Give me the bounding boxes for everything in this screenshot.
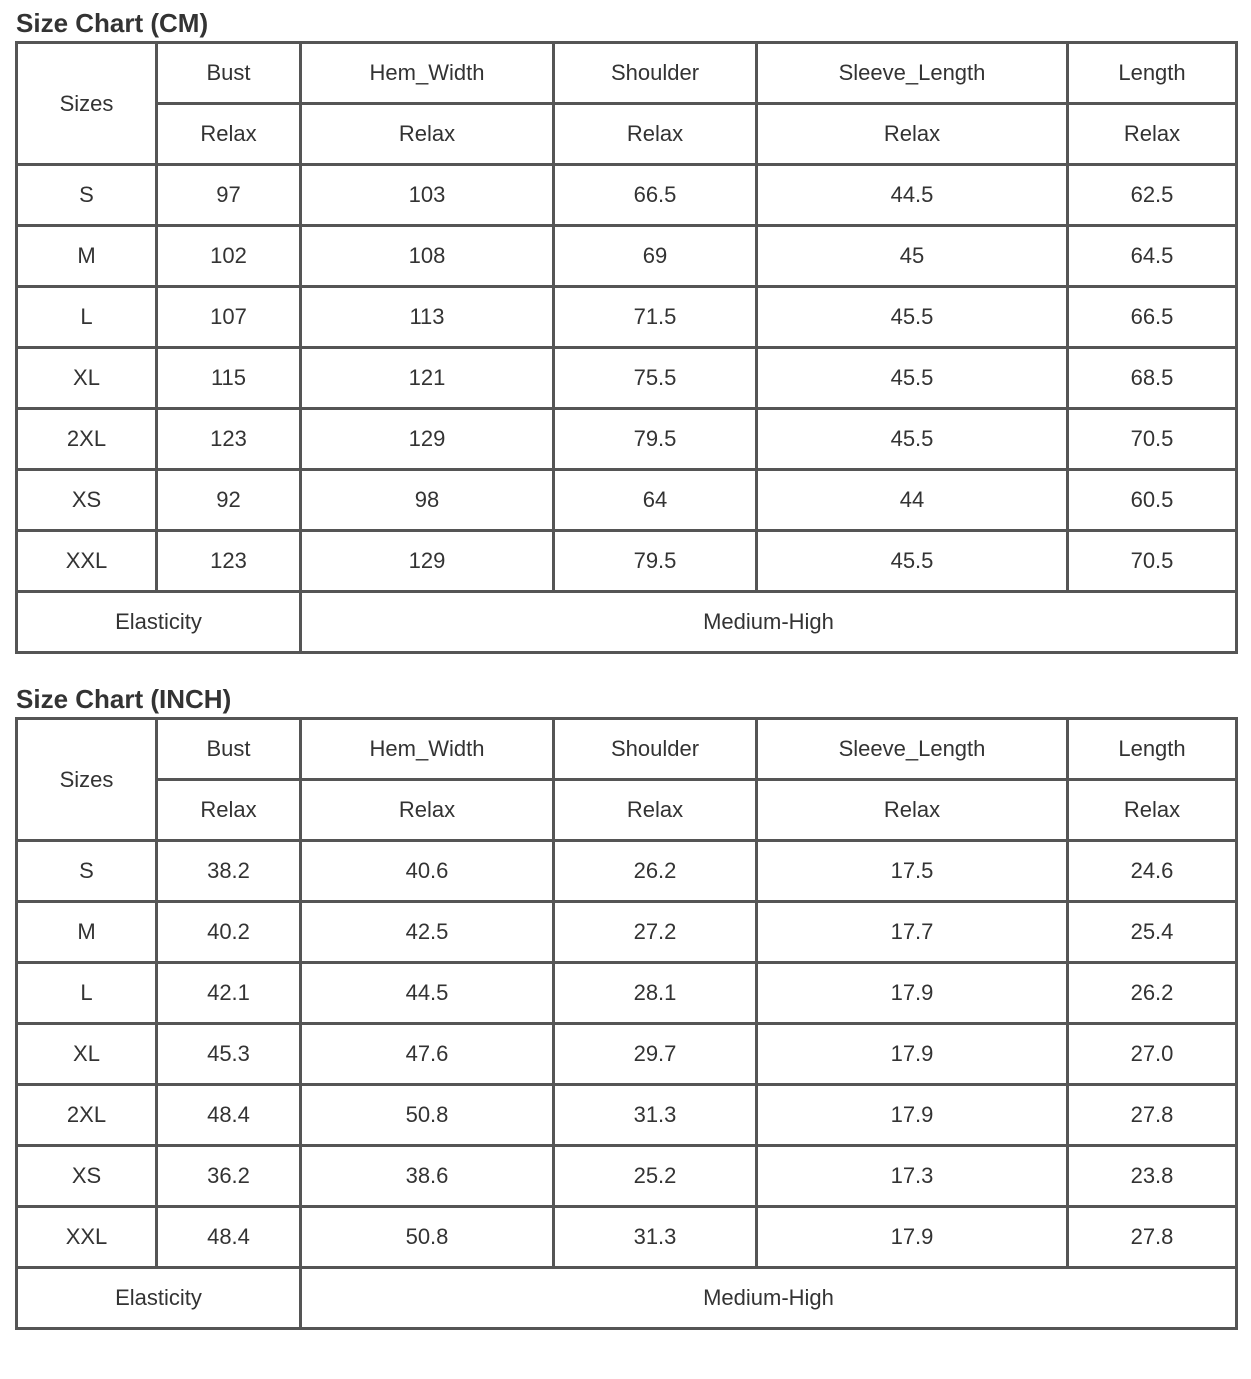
value-cell: 115	[157, 348, 301, 409]
size-cell: XS	[17, 1146, 157, 1207]
value-cell: 44	[757, 470, 1068, 531]
value-cell: 71.5	[554, 287, 757, 348]
value-cell: 45	[757, 226, 1068, 287]
size-cell: S	[17, 841, 157, 902]
value-cell: 113	[301, 287, 554, 348]
table-row	[17, 226, 1237, 287]
elasticity-row	[17, 1268, 1237, 1329]
elasticity-row	[17, 592, 1237, 653]
value-cell: 17.9	[757, 963, 1068, 1024]
size-cell: XXL	[17, 531, 157, 592]
size-chart-inch	[15, 681, 1235, 1330]
value-cell: 17.9	[757, 1207, 1068, 1268]
value-cell: 79.5	[554, 531, 757, 592]
value-cell: 70.5	[1068, 531, 1237, 592]
chart-title: Size Chart (CM)	[16, 8, 209, 38]
value-cell: 123	[157, 409, 301, 470]
size-cell: S	[17, 165, 157, 226]
table-row	[17, 165, 1237, 226]
table-row	[17, 841, 1237, 902]
value-cell: 66.5	[554, 165, 757, 226]
value-cell: 44.5	[757, 165, 1068, 226]
value-cell: 47.6	[301, 1024, 554, 1085]
value-cell: 92	[157, 470, 301, 531]
column-header-shoulder: Shoulder	[554, 719, 757, 780]
column-header-sleeve-length: Sleeve_Length	[757, 43, 1068, 104]
value-cell: 38.6	[301, 1146, 554, 1207]
table-row	[17, 1146, 1237, 1207]
subheader-cell: Relax	[554, 104, 757, 165]
value-cell: 103	[301, 165, 554, 226]
subheader-cell: Relax	[157, 780, 301, 841]
size-cell: M	[17, 226, 157, 287]
value-cell: 70.5	[1068, 409, 1237, 470]
value-cell: 129	[301, 409, 554, 470]
table-row	[17, 963, 1237, 1024]
column-header-bust: Bust	[157, 719, 301, 780]
column-header-sleeve-length: Sleeve_Length	[757, 719, 1068, 780]
value-cell: 64	[554, 470, 757, 531]
value-cell: 50.8	[301, 1207, 554, 1268]
column-header-shoulder: Shoulder	[554, 43, 757, 104]
value-cell: 17.9	[757, 1024, 1068, 1085]
value-cell: 27.2	[554, 902, 757, 963]
column-header-hem-width: Hem_Width	[301, 719, 554, 780]
value-cell: 24.6	[1068, 841, 1237, 902]
table-subheader-row	[17, 104, 1237, 165]
subheader-cell: Relax	[301, 780, 554, 841]
size-table-inch	[15, 717, 1238, 1330]
table-subheader-row	[17, 780, 1237, 841]
table-header-row	[17, 719, 1237, 780]
value-cell: 31.3	[554, 1085, 757, 1146]
value-cell: 38.2	[157, 841, 301, 902]
elasticity-value: Medium-High	[301, 592, 1237, 653]
table-row	[17, 1207, 1237, 1268]
value-cell: 129	[301, 531, 554, 592]
value-cell: 45.3	[157, 1024, 301, 1085]
value-cell: 27.0	[1068, 1024, 1237, 1085]
subheader-cell: Relax	[1068, 780, 1237, 841]
size-cell: M	[17, 902, 157, 963]
size-cell: L	[17, 963, 157, 1024]
value-cell: 62.5	[1068, 165, 1237, 226]
size-table-cm	[15, 41, 1238, 654]
subheader-cell: Relax	[301, 104, 554, 165]
table-row	[17, 531, 1237, 592]
table-row	[17, 287, 1237, 348]
table-row	[17, 1085, 1237, 1146]
table-row	[17, 409, 1237, 470]
subheader-cell: Relax	[1068, 104, 1237, 165]
column-header-bust: Bust	[157, 43, 301, 104]
value-cell: 25.2	[554, 1146, 757, 1207]
size-chart-cm	[15, 5, 1235, 654]
value-cell: 68.5	[1068, 348, 1237, 409]
size-cell: XS	[17, 470, 157, 531]
size-cell: XL	[17, 348, 157, 409]
value-cell: 17.7	[757, 902, 1068, 963]
column-header-length: Length	[1068, 719, 1237, 780]
value-cell: 25.4	[1068, 902, 1237, 963]
subheader-cell: Relax	[157, 104, 301, 165]
elasticity-label: Elasticity	[17, 1268, 301, 1329]
value-cell: 45.5	[757, 531, 1068, 592]
table-row	[17, 1024, 1237, 1085]
value-cell: 26.2	[1068, 963, 1237, 1024]
size-cell: 2XL	[17, 1085, 157, 1146]
value-cell: 40.2	[157, 902, 301, 963]
value-cell: 28.1	[554, 963, 757, 1024]
value-cell: 27.8	[1068, 1085, 1237, 1146]
value-cell: 42.5	[301, 902, 554, 963]
size-cell: XL	[17, 1024, 157, 1085]
table-header-row	[17, 43, 1237, 104]
value-cell: 79.5	[554, 409, 757, 470]
value-cell: 42.1	[157, 963, 301, 1024]
size-cell: XXL	[17, 1207, 157, 1268]
value-cell: 97	[157, 165, 301, 226]
subheader-cell: Relax	[554, 780, 757, 841]
value-cell: 75.5	[554, 348, 757, 409]
value-cell: 60.5	[1068, 470, 1237, 531]
value-cell: 36.2	[157, 1146, 301, 1207]
value-cell: 102	[157, 226, 301, 287]
elasticity-value: Medium-High	[301, 1268, 1237, 1329]
value-cell: 44.5	[301, 963, 554, 1024]
value-cell: 123	[157, 531, 301, 592]
subheader-cell: Relax	[757, 780, 1068, 841]
value-cell: 50.8	[301, 1085, 554, 1146]
table-row	[17, 348, 1237, 409]
value-cell: 45.5	[757, 287, 1068, 348]
value-cell: 107	[157, 287, 301, 348]
value-cell: 26.2	[554, 841, 757, 902]
value-cell: 29.7	[554, 1024, 757, 1085]
value-cell: 48.4	[157, 1085, 301, 1146]
value-cell: 98	[301, 470, 554, 531]
column-header-hem-width: Hem_Width	[301, 43, 554, 104]
value-cell: 17.3	[757, 1146, 1068, 1207]
table-row	[17, 902, 1237, 963]
value-cell: 48.4	[157, 1207, 301, 1268]
value-cell: 40.6	[301, 841, 554, 902]
value-cell: 121	[301, 348, 554, 409]
sizes-header: Sizes	[17, 43, 157, 165]
value-cell: 108	[301, 226, 554, 287]
value-cell: 17.9	[757, 1085, 1068, 1146]
elasticity-label: Elasticity	[17, 592, 301, 653]
value-cell: 31.3	[554, 1207, 757, 1268]
sizes-header: Sizes	[17, 719, 157, 841]
value-cell: 66.5	[1068, 287, 1237, 348]
size-cell: 2XL	[17, 409, 157, 470]
value-cell: 23.8	[1068, 1146, 1237, 1207]
table-row	[17, 470, 1237, 531]
chart-title: Size Chart (INCH)	[16, 684, 232, 714]
value-cell: 27.8	[1068, 1207, 1237, 1268]
value-cell: 64.5	[1068, 226, 1237, 287]
value-cell: 69	[554, 226, 757, 287]
size-cell: L	[17, 287, 157, 348]
value-cell: 45.5	[757, 348, 1068, 409]
subheader-cell: Relax	[757, 104, 1068, 165]
column-header-length: Length	[1068, 43, 1237, 104]
value-cell: 17.5	[757, 841, 1068, 902]
value-cell: 45.5	[757, 409, 1068, 470]
